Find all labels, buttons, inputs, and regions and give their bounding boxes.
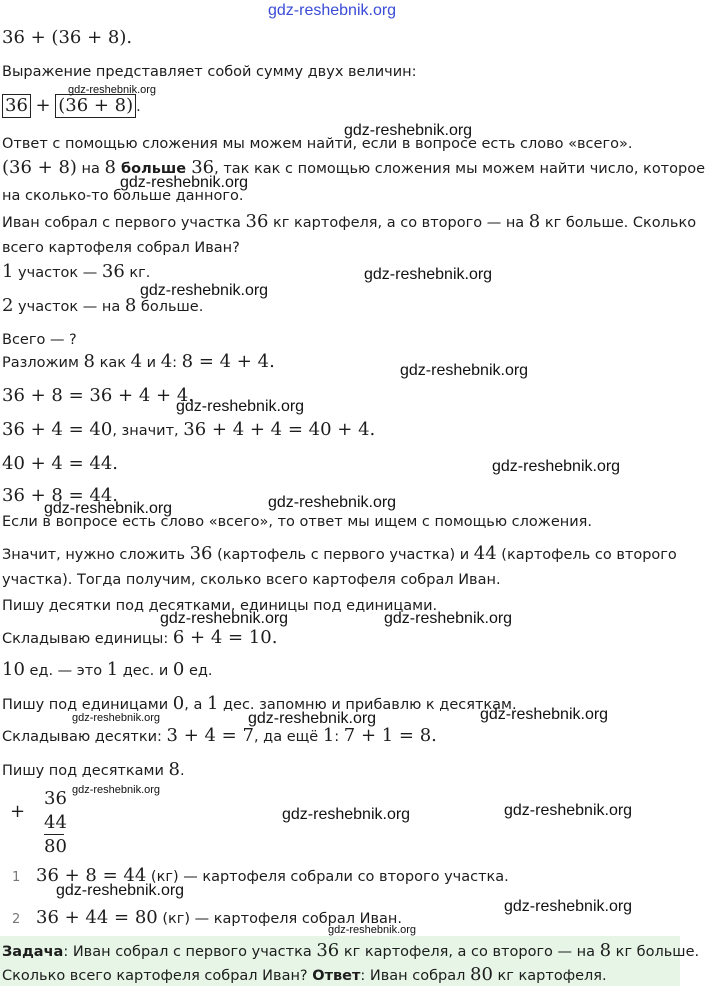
solution-step-number: 1 [12, 870, 21, 885]
text-line: 1 участок — 36 кг. [2, 261, 151, 282]
text-line: Значит, нужно сложить 36 (картофель с первого участка) и 44 (картофель со второго [2, 543, 677, 564]
watermark: gdz-reshebnik.org [344, 122, 473, 139]
boxed-term-2: (36 + 8) [55, 94, 136, 118]
text-line: 10 ед. — это 1 дес. и 0 ед. [2, 659, 213, 680]
watermark: gdz-reshebnik.org [140, 282, 269, 299]
summary-task: Задача: Иван собрал с первого участка 36 кг картофеля, а со второго — на 8 кг больше. [2, 940, 700, 961]
boxed-term-1: 36 [2, 94, 31, 118]
text-line: участка). Тогда получим, сколько всего картофеля собрал Иван. [2, 572, 501, 588]
equation-line: 36 + 8 = 44. [2, 485, 119, 506]
text-line: всего картофеля собрал Иван? [2, 240, 240, 256]
watermark: gdz-reshebnik.org [400, 362, 529, 379]
solution-step: 36 + 8 = 44 (кг) — картофеля собрали со второго участка. [36, 865, 509, 886]
equation-line: 36 + 4 = 40, значит, 36 + 4 + 4 = 40 + 4. [2, 419, 376, 440]
text-line: Выражение представляет собой сумму двух величин: [2, 64, 417, 80]
watermark: gdz-reshebnik.org [120, 174, 249, 191]
watermark: gdz-reshebnik.org [504, 898, 633, 915]
watermark: gdz-reshebnik.org [364, 266, 493, 283]
text-line: Иван собрал с первого участка 36 кг картофеля, а со второго — на 8 кг больше. Сколько [2, 211, 697, 232]
summary-answer: Сколько всего картофеля собрал Иван? Ответ: Иван собрал 80 кг картофеля. [2, 964, 607, 985]
watermark: gdz-reshebnik.org [384, 610, 513, 627]
text-line: Всего — ? [2, 332, 77, 348]
text-line: Ответ с помощью сложения мы можем найти, если в вопросе есть слово «всего». [2, 136, 633, 152]
watermark: gdz-reshebnik.org [492, 458, 621, 475]
column-sum: 80 [44, 836, 67, 857]
watermark: gdz-reshebnik.org [72, 784, 161, 796]
expression-line: 36 + (36 + 8). [2, 27, 133, 48]
watermark: gdz-reshebnik.org [268, 494, 397, 511]
column-addend-1: 36 [44, 788, 67, 809]
text-line: Пишу под единицами 0, а 1 дес. запомню и прибавлю к десяткам. [2, 693, 517, 714]
column-plus-sign: + [10, 801, 26, 822]
text-line: Складываю единицы: 6 + 4 = 10. [2, 627, 278, 648]
solution-step-number: 2 [12, 912, 21, 927]
watermark: gdz-reshebnik.org [44, 500, 173, 517]
solution-step: 36 + 44 = 80 (кг) — картофеля собрал Иван. [36, 907, 402, 928]
summary-box [0, 936, 700, 986]
watermark: gdz-reshebnik.org [56, 882, 185, 899]
watermark: gdz-reshebnik.org [328, 924, 417, 936]
watermark: gdz-reshebnik.org [480, 706, 609, 723]
watermark: gdz-reshebnik.org [282, 806, 411, 823]
text-line: Если в вопросе есть слово «всего», то ответ мы ищем с помощью сложения. [2, 514, 592, 530]
watermark: gdz-reshebnik.org [504, 802, 633, 819]
watermark: gdz-reshebnik.org [160, 610, 289, 627]
column-line [44, 834, 64, 835]
column-addend-2: 44 [44, 812, 67, 833]
text-line: (36 + 8) на 8 больше 36, так как с помощью сложения мы можем найти число, которое [2, 157, 705, 178]
text-line: на сколько-то больше данного. [2, 188, 244, 204]
text-line: Пишу десятки под десятками, единицы под единицами. [2, 598, 438, 614]
equation-line: 36 + 8 = 36 + 4 + 4. [2, 385, 194, 406]
watermark-top: gdz-reshebnik.org [268, 2, 397, 19]
boxed-sum-line: 36 + (36 + 8) . [2, 94, 141, 118]
watermark: gdz-reshebnik.org [72, 712, 161, 724]
text-line: 2 участок — на 8 больше. [2, 295, 204, 316]
text-line: Разложим 8 как 4 и 4: 8 = 4 + 4. [2, 351, 275, 372]
watermark: gdz-reshebnik.org [176, 398, 305, 415]
text-line: Пишу под десятками 8. [2, 759, 185, 780]
text-line: Складываю десятки: 3 + 4 = 7, да ещё 1: 7 + 1 = 8. [2, 725, 437, 746]
watermark: gdz-reshebnik.org [248, 710, 377, 727]
watermark: gdz-reshebnik.org [68, 84, 157, 96]
equation-line: 40 + 4 = 44. [2, 453, 119, 474]
